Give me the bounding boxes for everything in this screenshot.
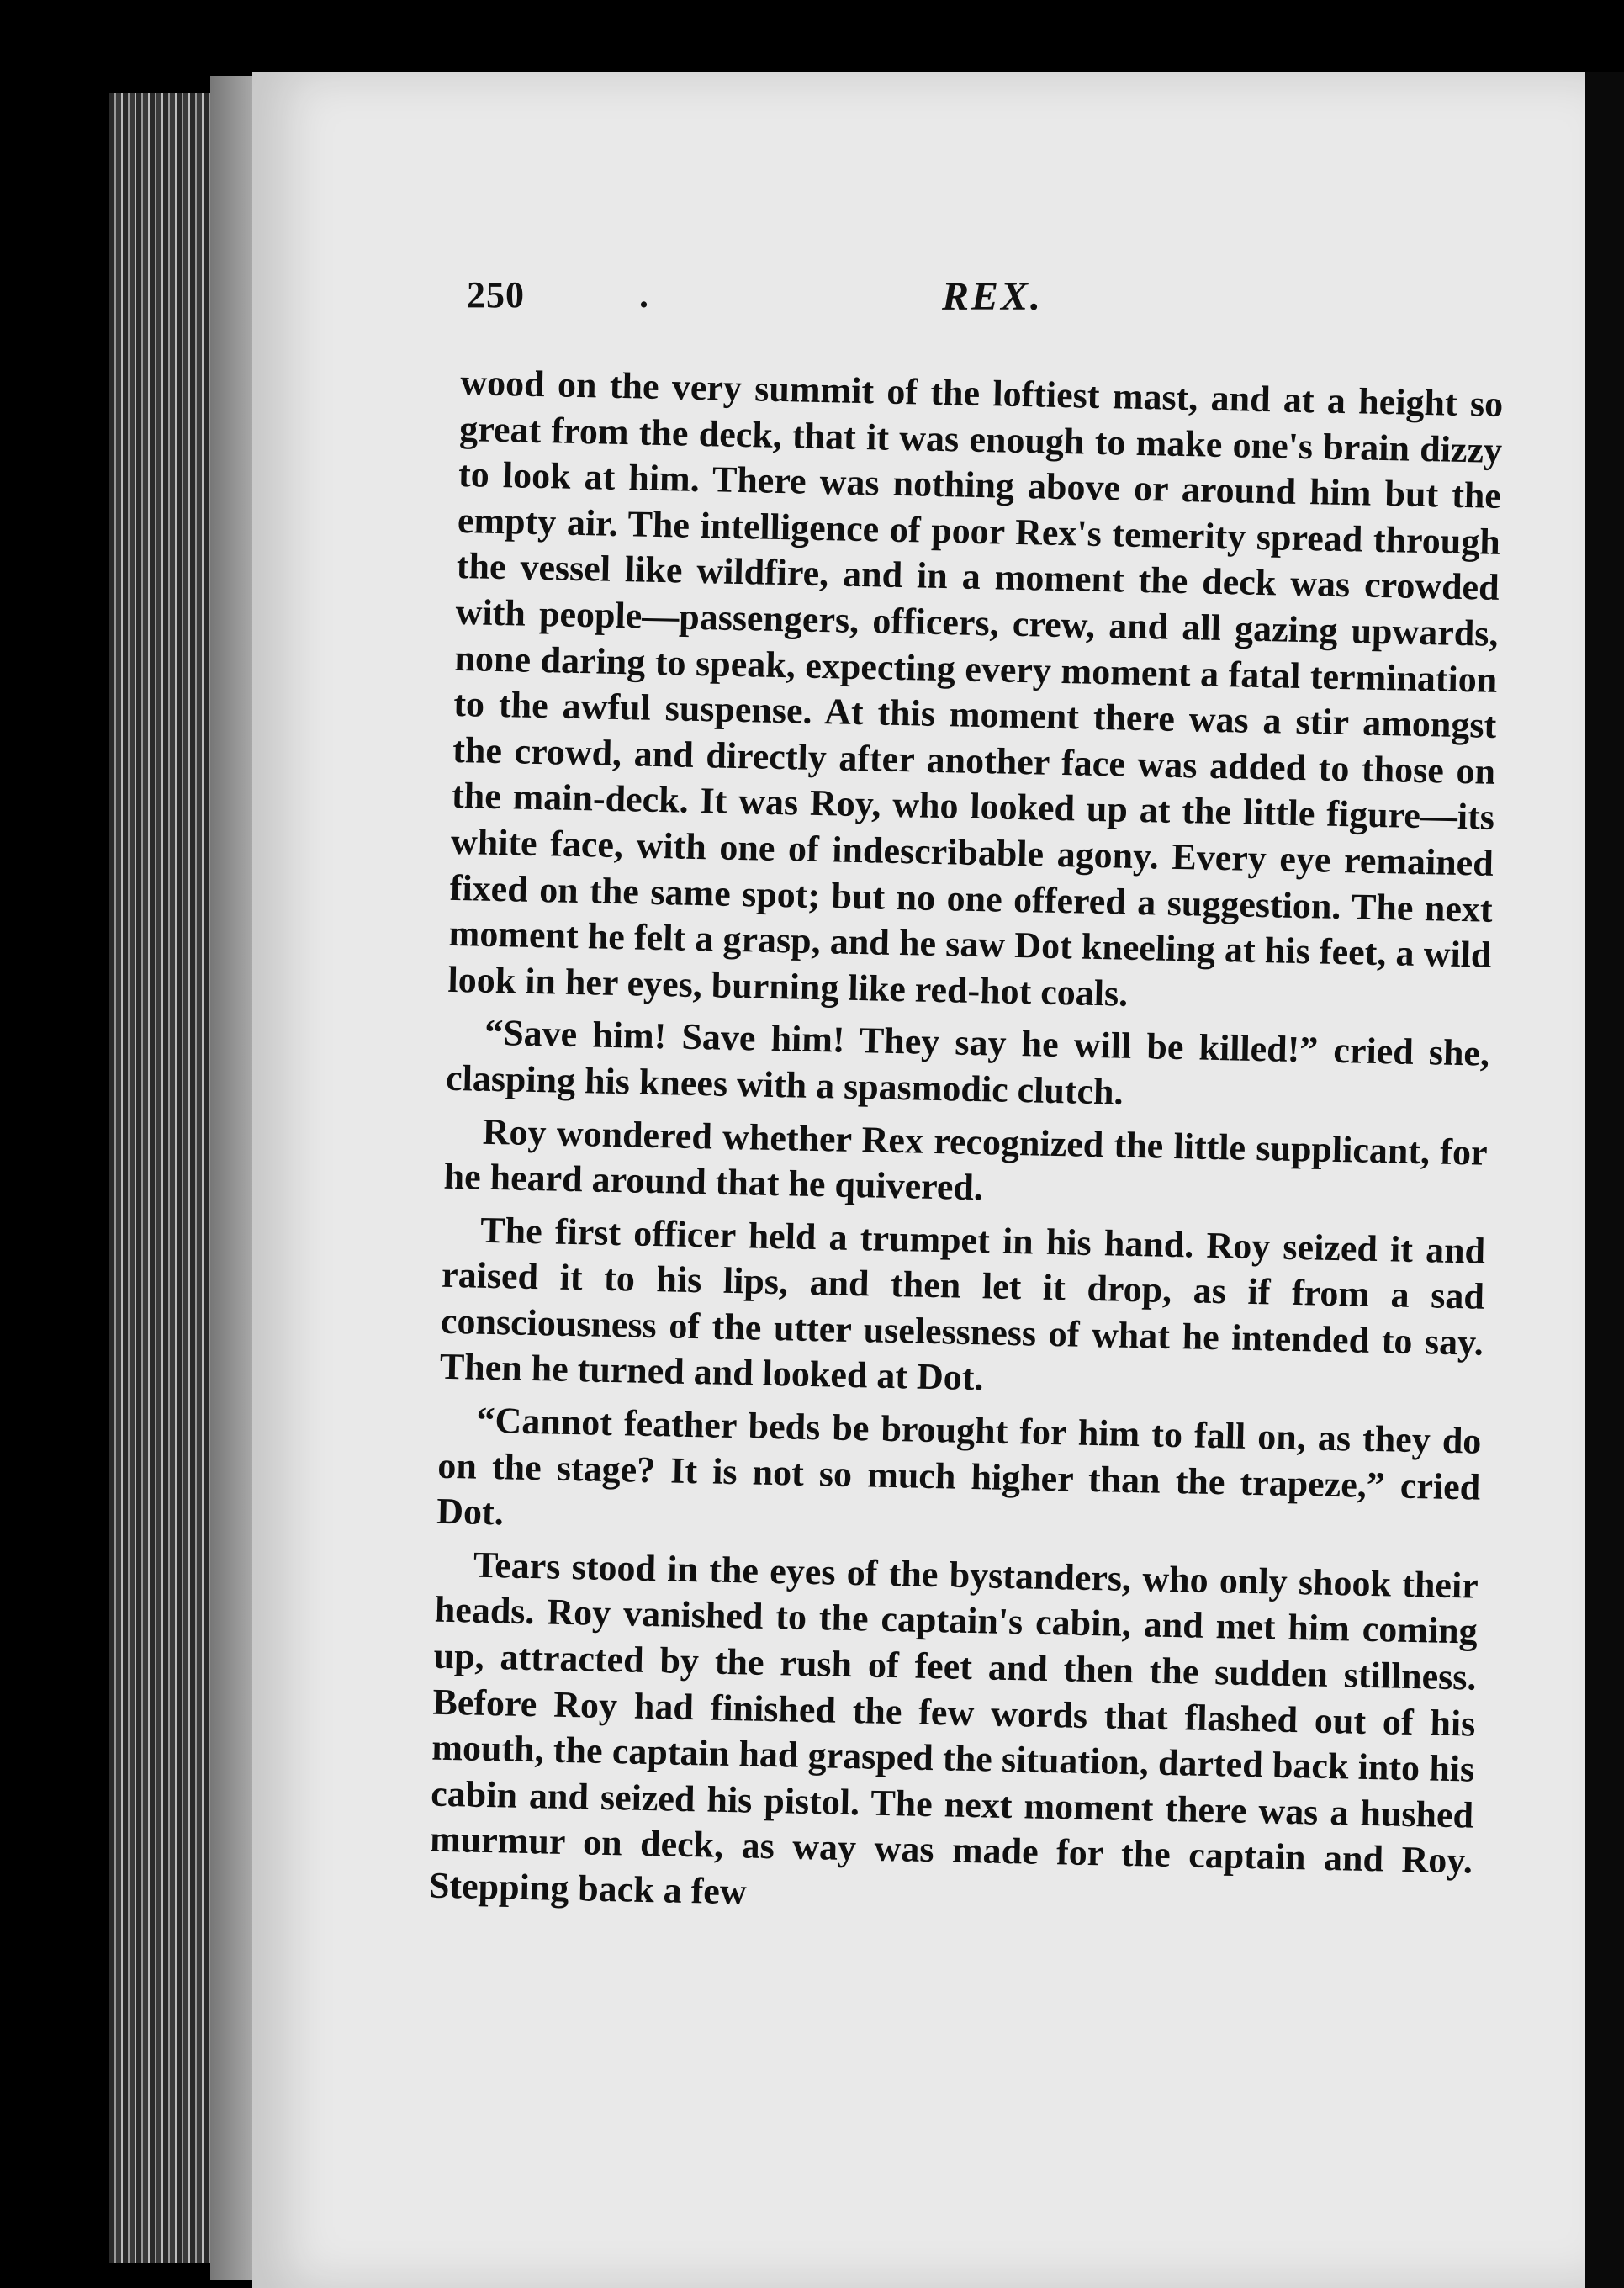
paragraph: “Save him! Save him! They say he will be killed!” cried she, clasping his knees with a spasmodic clutch.: [445, 1012, 1490, 1113]
page-header: [467, 273, 1501, 332]
running-title: REX.: [942, 274, 1044, 319]
page-number: 250: [467, 274, 525, 315]
body-text: [428, 360, 1503, 1930]
header-dot: .: [639, 274, 648, 315]
paragraph: The first officer held a trumpet in his hand. Roy seized it and raised it to his lips, and then let it drop, as if from a sad consciousness of the utter uselessness of what he intended to say. Then he turned and looked at Dot.: [439, 1209, 1486, 1399]
paragraph: Roy wondered whether Rex recognized the little supplicant, for he heard around that he quivered.: [443, 1110, 1489, 1209]
paragraph: Tears stood in the eyes of the bystanders, who only shook their heads. Roy vanished to the captain's cabin, and met him coming up, attracted by the rush of feet and then the sudden stillness. Before Roy had finished the few words that flashed out of his mouth, the captain had grasped the situation, darted back into his cabin and seized his pistol. The next moment there was a hushed murmur on deck, as way was made for the captain and Roy. Stepping back a few: [428, 1544, 1479, 1913]
scan-border: [1585, 72, 1624, 2288]
paragraph: wood on the very summit of the loftiest mast, and at a height so great from the deck, that it was enough to make one's brain dizzy to look at him. There was nothing above or around him but the empty air. The intelligence of poor Rex's temerity spread through the vessel like wildfire, and in a moment the deck was crowded with people—passengers, officers, crew, and all gazing upwards, none daring to speak, expecting every moment a fatal termination to the awful suspense. At this moment there was a stir amongst the crowd, and directly after another face was added to those on the main-deck. It was Roy, who looked up at the little figure—its white face, with one of indescribable agony. Every eye remained fixed on the same spot; but no one offered a suggestion. The next moment he felt a grasp, and he saw Dot kneeling at his feet, a wild look in her eyes, burning like red-hot coals.: [447, 361, 1504, 1014]
paragraph: “Cannot feather beds be brought for him to fall on, as they do on the stage? It is not so much higher than the trapeze,” cried Dot.: [436, 1399, 1482, 1533]
